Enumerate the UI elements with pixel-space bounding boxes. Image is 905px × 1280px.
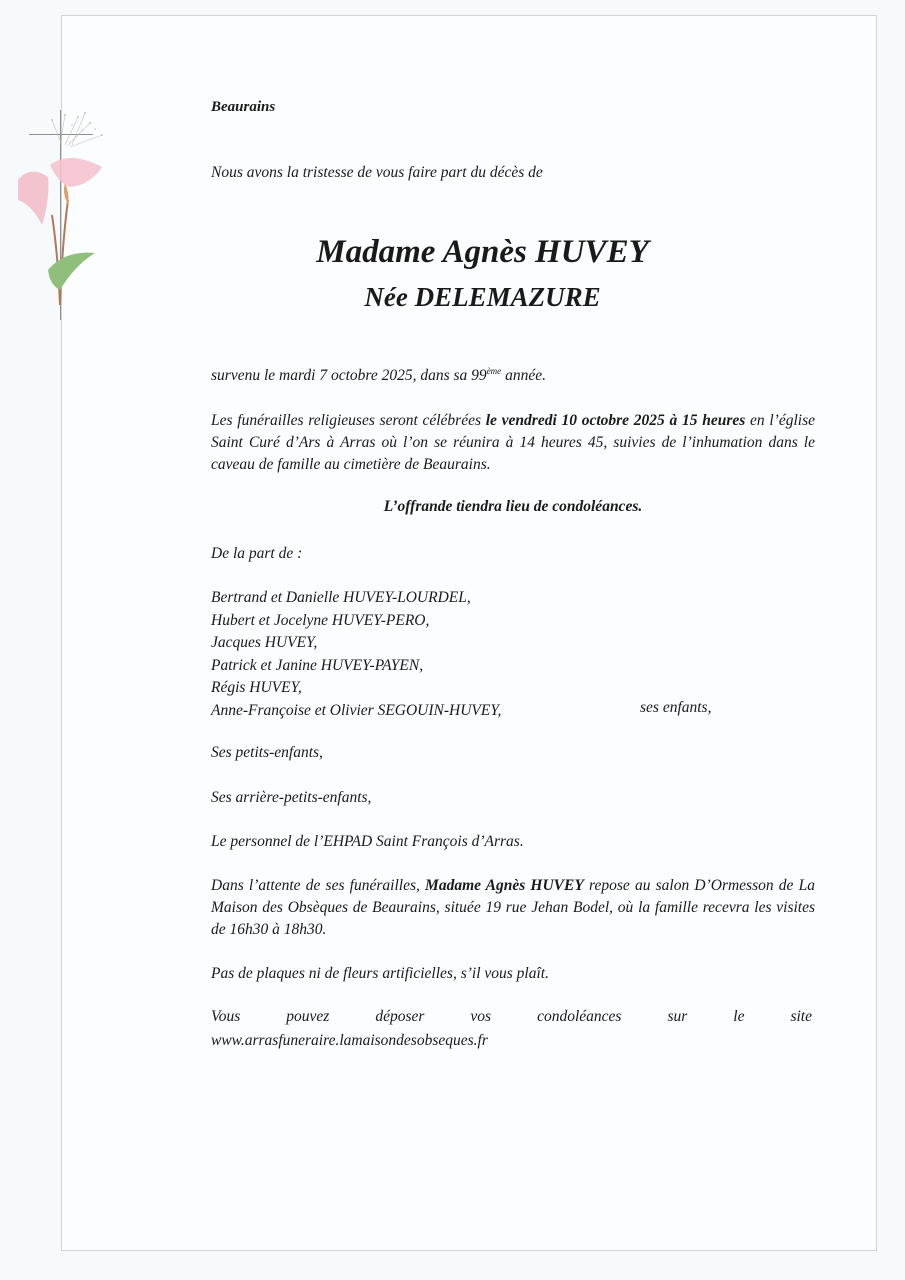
condolence-word: Vous [211,1008,241,1025]
resting-place-details [211,875,815,941]
rest-name: Madame Agnès HUVEY [425,877,584,894]
death-text-end: année. [501,367,546,384]
funeral-text-end: en l’église Saint Curé d’Ars à Arras où l’on se réunira à 14 heures 45, suivies de l’inhumation dans le caveau de famille au cimetière de Beaurains. [211,412,815,473]
great-grandchildren: Ses arrière-petits-enfants, [211,789,372,806]
deceased-name: Madame Agnès HUVEY [316,234,649,270]
location-heading: Beaurains [211,99,276,115]
funeral-date-time: le vendredi 10 octobre 2025 à 15 heures [485,412,746,429]
announcement-intro: Nous avons la tristesse de vous faire part du décès de [211,164,543,181]
funeral-text: Les funérailles religieuses seront célébrées [211,412,486,429]
offering-note: L’offrande tiendra lieu de condoléances. [383,498,643,515]
child-entry: Régis HUVEY, [211,679,302,696]
funeral-details [211,410,815,476]
from-label: De la part de : [211,545,303,562]
rest-text: Dans l’attente de ses funérailles, [211,877,426,894]
condolence-word: le [733,1008,745,1025]
condolence-word: sur [667,1008,688,1025]
children-relation: ses enfants, [640,699,712,716]
grandchildren: Ses petits-enfants, [211,744,323,761]
death-text: survenu le mardi 7 octobre 2025, dans sa 99 [211,367,487,384]
child-entry: Patrick et Janine HUVEY-PAYEN, [211,656,424,674]
child-entry: Anne-Françoise et Olivier SEGOUIN-HUVEY, [211,701,502,719]
no-flowers-note: Pas de plaques ni de fleurs artificielles, s’il vous plaît. [211,965,549,982]
condolence-word: condoléances [537,1008,622,1025]
condolence-text [211,1008,812,1026]
condolence-word: pouvez [286,1008,330,1025]
child-entry: Hubert et Jocelyne HUVEY-PERO, [211,611,430,629]
ordinal-suffix: ème [486,365,502,376]
condolence-word: déposer [375,1008,425,1025]
condolence-word: site [790,1008,812,1025]
children-list [211,587,501,722]
ehpad-staff: Le personnel de l’EHPAD Saint François d’Arras. [211,833,524,850]
child-entry: Jacques HUVEY, [211,634,318,651]
condolence-word: vos [470,1008,492,1025]
maiden-name: Née DELEMAZURE [364,282,601,312]
rest-text-end: repose au salon D’Ormesson de La Maison des Obsèques de Beaurains, située 19 rue Jehan Bodel, où la famille recevra les visites de 16h30 à 18h30. [211,877,815,938]
website-link[interactable]: www.arrasfuneraire.lamaisondesobseques.fr [211,1032,488,1049]
death-date-text [211,365,815,387]
child-entry: Bertrand et Danielle HUVEY-LOURDEL, [211,589,471,606]
